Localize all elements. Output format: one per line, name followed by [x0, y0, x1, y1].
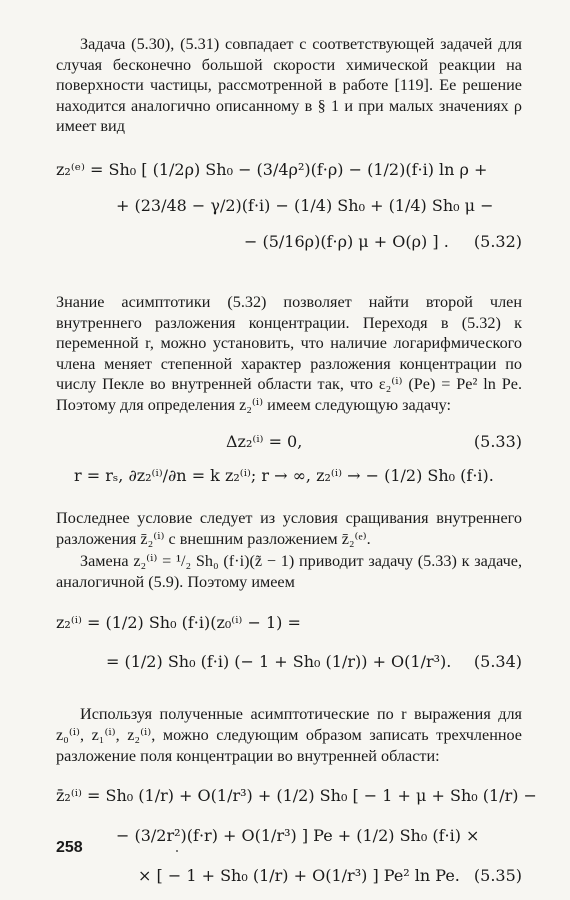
page-number: 258	[56, 839, 83, 856]
eq-5-35-line-1: z̄₂⁽ⁱ⁾ = Sh₀ (1/r) + O(1/r³) + (1/2) Sh₀ [ − 1 + μ + Sh₀ (1/r) −	[56, 786, 537, 806]
eq-5-35-line-2: − (3/2r²)(f·r) + O(1/r³) ] Pe + (1/2) Sh₀ (f·i) ×	[116, 826, 480, 846]
equation-5-35	[56, 776, 537, 896]
page-content	[56, 34, 537, 896]
eq-5-33-number: (5.33)	[473, 432, 522, 451]
paragraph-1: Задача (5.30), (5.31) совпадает с соответствующей задачей для случая бесконечно большой скорости химической реакции на поверхности частицы, рассмотренной в работе [119]. Ее решение находится аналогично описанному в § 1 и при малых значениях ρ имеет вид	[56, 35, 522, 136]
eq-5-33-line-1: Δz₂⁽ⁱ⁾ = 0,	[226, 432, 303, 451]
paragraph-3: Последнее условие следует из условия сращивания внутреннего разложения z̄₂⁽ⁱ⁾ с внешним разложением z̄₂⁽ᵉ⁾.	[56, 509, 522, 548]
eq-5-32-line-3: − (5/16ρ)(f·ρ) μ + O(ρ) ] .	[244, 232, 449, 251]
paragraph-5: Используя полученные асимптотические по r выражения для z₀⁽ⁱ⁾, z₁⁽ⁱ⁾, z₂⁽ⁱ⁾, можно следующим образом записать трехчленное разложение поля концентрации во внутренней области:	[56, 705, 522, 765]
equation-5-32	[56, 152, 522, 278]
equation-5-34	[56, 604, 522, 688]
eq-5-34-line-1: z₂⁽ⁱ⁾ = (1/2) Sh₀ (f·i)(z₀⁽ⁱ⁾ − 1) =	[56, 613, 301, 633]
equation-5-33	[56, 426, 522, 496]
eq-5-32-line-1: z₂⁽ᵉ⁾ = Sh₀ [ (1/2ρ) Sh₀ − (3/4ρ²)(f·ρ) − (1/2)(f·i) ln ρ +	[56, 160, 488, 179]
eq-5-35-line-3: × [ − 1 + Sh₀ (1/r) + O(1/r³) ] Pe² ln Pe.	[138, 866, 460, 886]
eq-5-34-line-2: = (1/2) Sh₀ (f·i) (− 1 + Sh₀ (1/r)) + O(1/r³).	[106, 652, 452, 672]
eq-5-32-line-2: + (23/48 − γ/2)(f·i) − (1/4) Sh₀ + (1/4) Sh₀ μ −	[116, 196, 494, 215]
paragraph-4: Замена z₂⁽ⁱ⁾ = ¹/₂ Sh₀ (f·i)(z̃ − 1) приводит задачу (5.33) к задаче, аналогичной (5.9). Поэтому имеем	[56, 552, 522, 591]
paragraph-2: Знание асимптотики (5.32) позволяет найти второй член внутреннего разложения концентрации. Переходя в (5.32) к переменной r, можно установить, что наличие логарифмического члена меняет степенной характер разложения концентрации по числу Пекле во внутренней области так, что ε₂⁽ⁱ⁾ (Pe) = Pe² ln Pe. Поэтому для определения z₂⁽ⁱ⁾ имеем следующую задачу:	[56, 293, 522, 414]
eq-5-32-number: (5.32)	[473, 232, 522, 251]
eq-5-33-line-2: r = rₛ, ∂z₂⁽ⁱ⁾/∂n = k z₂⁽ⁱ⁾; r → ∞, z₂⁽ⁱ⁾ → − (1/2) Sh₀ (f·i).	[74, 466, 494, 485]
eq-5-35-number: (5.35)	[473, 866, 522, 886]
eq-5-34-number: (5.34)	[473, 652, 522, 672]
print-speck	[176, 850, 178, 852]
